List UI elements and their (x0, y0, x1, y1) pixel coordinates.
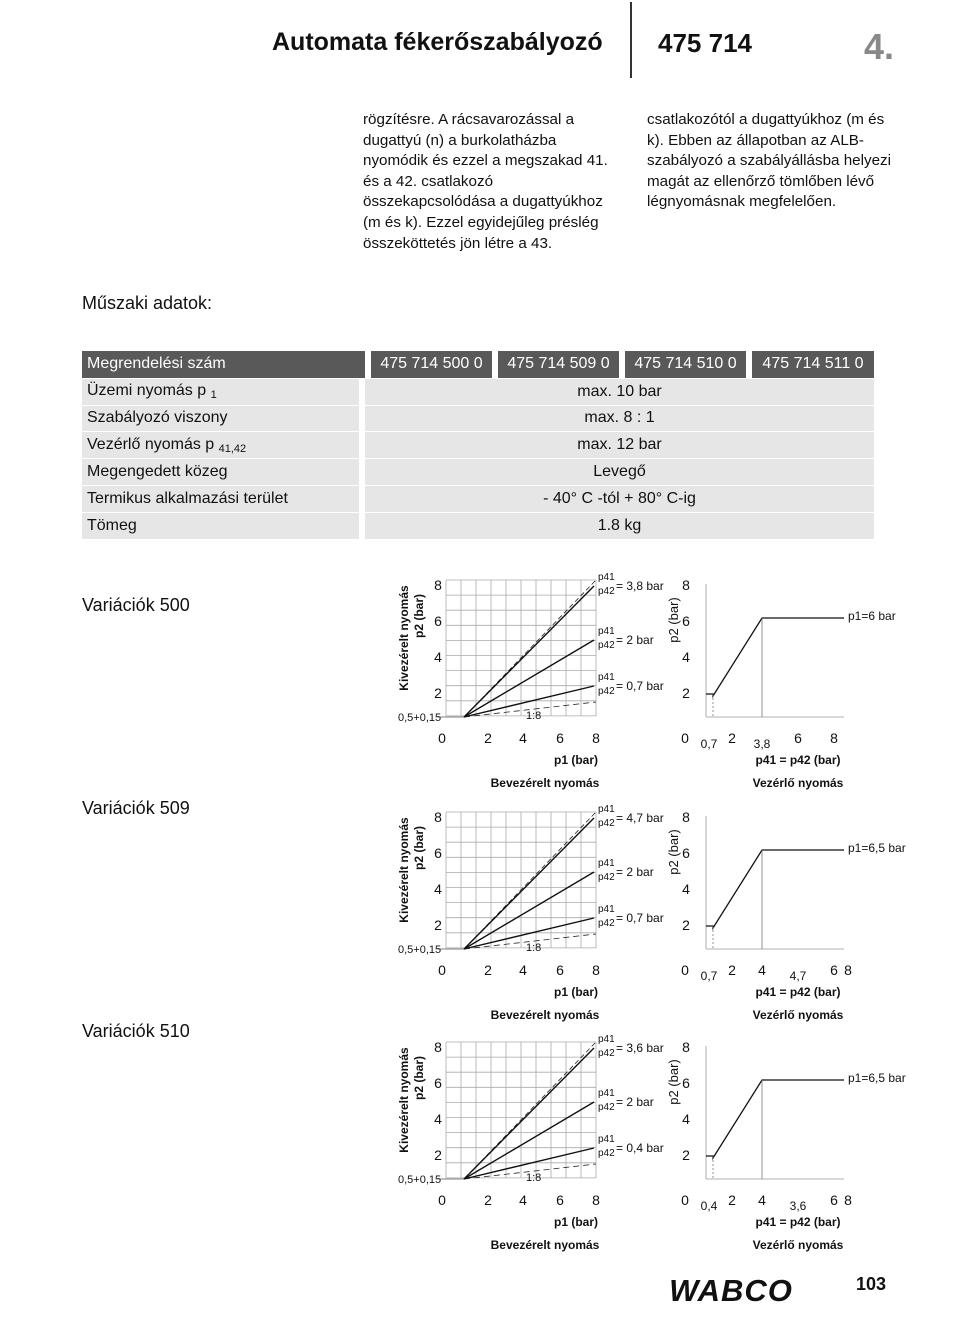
right-y-tick-label: 6 (682, 845, 690, 861)
right-x-tick-label: 3,6 (789, 1199, 807, 1213)
right-x-tick-label: 2 (728, 1192, 736, 1208)
x-axis-label: p1 (bar) (553, 985, 599, 999)
y-axis-label: p2 (bar) (412, 825, 426, 871)
right-x-tick-label: 4,7 (789, 969, 807, 983)
y-axis-title: Kivezérelt nyomás (397, 1047, 411, 1153)
y-axis-label: p2 (bar) (412, 593, 426, 639)
characteristic-diagram (380, 1030, 920, 1260)
control-curve (706, 1080, 844, 1158)
curve-label-p41: p41 (598, 1088, 615, 1099)
y-tick-label: 6 (434, 1075, 442, 1091)
right-y-tick-label: 4 (682, 649, 690, 665)
right-y-tick-label: 8 (682, 577, 690, 593)
variant-label: Variációk 510 (82, 1021, 190, 1041)
x-tick-label: 0 (438, 730, 446, 746)
y-tick-label: 4 (434, 881, 442, 897)
right-x-tick-label: 4 (758, 1192, 766, 1208)
y-tick-label: 6 (434, 845, 442, 861)
right-y-axis-label: p2 (bar) (666, 829, 681, 875)
curve-label-p41: p41 (598, 904, 615, 915)
order-number: 475 714 500 0 (365, 351, 492, 378)
header-divider (630, 2, 632, 78)
right-y-tick-label: 4 (682, 881, 690, 897)
curve-label-p42: p42 (598, 586, 615, 597)
x-tick-label: 8 (592, 730, 600, 746)
order-number: 475 714 509 0 (492, 351, 619, 378)
y-tick-label: 2 (434, 685, 442, 701)
left-caption: Bevezérelt nyomás (490, 1008, 600, 1022)
curve-value-label: = 0,7 bar (616, 911, 664, 925)
ratio-label: 1:8 (526, 1172, 542, 1184)
curve-label-p41: p41 (598, 572, 615, 583)
spec-label: Megengedett közeg (82, 458, 365, 485)
spec-row (82, 485, 874, 512)
x-tick-label: 8 (592, 962, 600, 978)
spec-label: Vezérlő nyomás p $_{41,42}$ (82, 431, 365, 458)
spec-value: max. 10 bar (365, 378, 874, 405)
curve-label-p42: p42 (598, 918, 615, 929)
right-x-tick-label: 6 (830, 1192, 838, 1208)
characteristic-diagram (380, 800, 920, 1030)
right-y-tick-label: 2 (682, 917, 690, 933)
right-y-axis-label: p2 (bar) (666, 597, 681, 643)
right-x-tick-label: 2 (728, 962, 736, 978)
x-tick-label: 0 (438, 1192, 446, 1208)
section-title: Műszaki adatok: (82, 293, 213, 313)
right-y-tick-label: 8 (682, 809, 690, 825)
curve-value-label: = 3,8 bar (616, 579, 664, 593)
left-caption: Bevezérelt nyomás (490, 776, 600, 790)
right-x-tick-label: 0 (681, 730, 689, 746)
characteristic-diagram (380, 568, 920, 798)
curve-label-p41: p41 (598, 1134, 615, 1145)
right-caption: Vezérlő nyomás (752, 1238, 844, 1252)
control-curve (706, 618, 844, 696)
page-title: Automata fékerőszabályozó (272, 28, 603, 56)
spec-row (82, 512, 874, 539)
spec-label: Üzemi nyomás p $_1$ (82, 378, 365, 405)
curve-value-label: = 2 bar (616, 865, 654, 879)
right-x-tick-label: 0,4 (700, 1199, 718, 1213)
curve-label-p41: p41 (598, 1034, 615, 1045)
order-number: 475 714 511 0 (746, 351, 874, 378)
right-x-axis-label: p41 = p42 (bar) (755, 985, 841, 999)
right-x-tick-label: 0,7 (700, 737, 718, 751)
curve-label-p42: p42 (598, 686, 615, 697)
ratio-label: 1:8 (526, 942, 542, 954)
x-tick-label: 4 (519, 730, 527, 746)
curve-label-p42: p42 (598, 1048, 615, 1059)
right-x-tick-label: 3,8 (753, 737, 771, 751)
ratio-label: 1:8 (526, 710, 542, 722)
spec-label: Szabályozó viszony (82, 405, 365, 432)
spec-value: max. 8 : 1 (365, 405, 874, 432)
y-tick-label: 8 (434, 809, 442, 825)
curve-value-label: = 2 bar (616, 1095, 654, 1109)
right-x-tick-label: 4 (758, 962, 766, 978)
y-tick-label: 8 (434, 577, 442, 593)
right-x-tick-label: 8 (844, 1192, 852, 1208)
x-tick-label: 2 (484, 1192, 492, 1208)
right-x-tick-label: 2 (728, 730, 736, 746)
left-caption: Bevezérelt nyomás (490, 1238, 600, 1252)
right-x-tick-label: 6 (830, 962, 838, 978)
spec-value: 1.8 kg (365, 512, 874, 539)
intro-left-column: rögzítésre. A rácsavarozással a dugattyú (n) a burkolatházba nyomódik és ezzel a megszakad 41. és a 42. csatlakozó összekapcsolódása a dugattyúkhoz (m és k). Ezzel egyidejűleg préslég összeköttetés jön létre a 43. (363, 111, 608, 252)
spec-value: max. 12 bar (365, 431, 874, 458)
right-x-tick-label: 0 (681, 1192, 689, 1208)
curve-value-label: = 4,7 bar (616, 811, 664, 825)
variant-label: Variációk 509 (82, 798, 190, 818)
curve-label-p42: p42 (598, 1102, 615, 1113)
right-y-tick-label: 2 (682, 1147, 690, 1163)
right-y-tick-label: 6 (682, 1075, 690, 1091)
right-x-tick-label: 6 (794, 730, 802, 746)
x-tick-label: 6 (556, 1192, 564, 1208)
x-tick-label: 4 (519, 1192, 527, 1208)
spec-value: Levegő (365, 458, 874, 485)
curve-label-p42: p42 (598, 872, 615, 883)
y-tick-label: 6 (434, 613, 442, 629)
intro-right-column: csatlakozótól a dugattyúkhoz (m és k). Ebben az állapotban az ALB- szabályozó a szabályállásba helyezi magát az ellenőrző tömlőben lévő légnyomásnak megfelelően. (647, 111, 891, 211)
y-axis-title: Kivezérelt nyomás (397, 585, 411, 691)
right-y-tick-label: 2 (682, 685, 690, 701)
y-axis-label: p2 (bar) (412, 1055, 426, 1101)
pressure-note: p1=6 bar (848, 609, 896, 623)
x-tick-label: 4 (519, 962, 527, 978)
right-x-axis-label: p41 = p42 (bar) (755, 1215, 841, 1229)
y-tick-label: 2 (434, 917, 442, 933)
x-tick-label: 6 (556, 730, 564, 746)
curve-value-label: = 3,6 bar (616, 1041, 664, 1055)
x-axis-label: p1 (bar) (553, 753, 599, 767)
spec-label: Termikus alkalmazási terület (82, 485, 365, 512)
spec-header-row (82, 351, 874, 378)
curve-value-label: = 2 bar (616, 633, 654, 647)
right-y-axis-label: p2 (bar) (666, 1059, 681, 1105)
right-y-tick-label: 8 (682, 1039, 690, 1055)
chapter-number: 4. (864, 26, 895, 67)
right-x-tick-label: 0 (681, 962, 689, 978)
y-axis-title: Kivezérelt nyomás (397, 817, 411, 923)
spec-row (82, 458, 874, 485)
offset-label: 0,5+0,15 (398, 944, 442, 956)
spec-row (82, 405, 874, 432)
right-x-tick-label: 8 (844, 962, 852, 978)
order-number: 475 714 510 0 (619, 351, 746, 378)
curve-label-p41: p41 (598, 804, 615, 815)
wabco-logo (658, 1273, 804, 1305)
curve-value-label: = 0,4 bar (616, 1141, 664, 1155)
x-tick-label: 2 (484, 730, 492, 746)
right-x-tick-label: 8 (830, 730, 838, 746)
curve-label-p42: p42 (598, 1148, 615, 1159)
right-caption: Vezérlő nyomás (752, 1008, 844, 1022)
offset-label: 0,5+0,15 (398, 712, 442, 724)
variant-label: Variációk 500 (82, 595, 190, 615)
spec-header-label: Megrendelési szám (82, 351, 365, 378)
curve-label-p41: p41 (598, 626, 615, 637)
spec-value: - 40° C -tól + 80° C-ig (365, 485, 874, 512)
curve-label-p42: p42 (598, 640, 615, 651)
curve-label-p42: p42 (598, 818, 615, 829)
curve-label-p41: p41 (598, 858, 615, 869)
spec-row (82, 431, 874, 458)
x-axis-label: p1 (bar) (553, 1215, 599, 1229)
curve-value-label: = 0,7 bar (616, 679, 664, 693)
right-x-axis-label: p41 = p42 (bar) (755, 753, 841, 767)
x-tick-label: 6 (556, 962, 564, 978)
right-x-tick-label: 0,7 (700, 969, 718, 983)
y-tick-label: 8 (434, 1039, 442, 1055)
y-tick-label: 4 (434, 649, 442, 665)
x-tick-label: 2 (484, 962, 492, 978)
control-curve (706, 850, 844, 928)
spec-table (82, 351, 874, 539)
product-number: 475 714 (658, 28, 752, 58)
y-tick-label: 2 (434, 1147, 442, 1163)
spec-label: Tömeg (82, 512, 365, 539)
y-tick-label: 4 (434, 1111, 442, 1127)
page-number: 103 (856, 1274, 887, 1294)
x-tick-label: 0 (438, 962, 446, 978)
right-y-tick-label: 4 (682, 1111, 690, 1127)
offset-label: 0,5+0,15 (398, 1174, 442, 1186)
pressure-note: p1=6,5 bar (848, 1071, 906, 1085)
right-y-tick-label: 6 (682, 613, 690, 629)
wabco-logo-text: WABCO (669, 1273, 793, 1305)
pressure-note: p1=6,5 bar (848, 841, 906, 855)
x-tick-label: 8 (592, 1192, 600, 1208)
spec-row (82, 378, 874, 405)
right-caption: Vezérlő nyomás (752, 776, 844, 790)
curve-label-p41: p41 (598, 672, 615, 683)
